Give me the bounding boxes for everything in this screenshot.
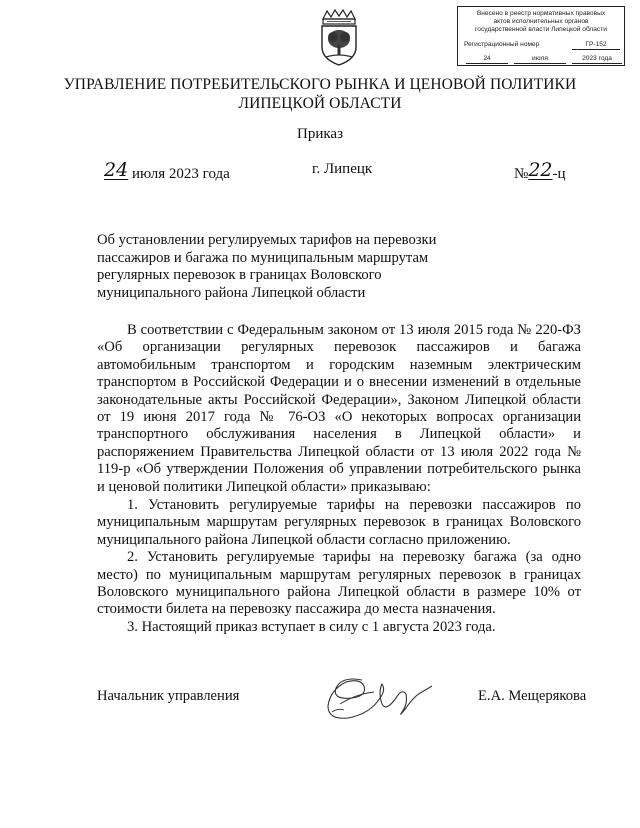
stamp-year-underline — [572, 63, 622, 64]
order-item-2: 2. Установить регулируемые тарифы на перевозку багажа (за одно место) по муниципальным маршрутам регулярных перевозок в границах Воловского муниципального района Липецкой области в размере 10% от стоимости билета на перевозку пассажира до места назначения. — [97, 549, 581, 618]
agency-line-2: ЛИПЕЦКОЙ ОБЛАСТИ — [238, 95, 402, 112]
stamp-line-1: Внесено в реестр нормативных правовых — [476, 10, 606, 17]
handwritten-signature-icon — [322, 668, 442, 726]
stamp-reg-number: ГР-152 — [585, 41, 607, 48]
stamp-day-underline — [466, 63, 508, 64]
stamp-reg-label: Регистрационный номер — [464, 41, 540, 48]
date-day: 24 — [104, 159, 129, 181]
subject-line-2: пассажиров и багажа по муниципальным маршрутам — [97, 249, 429, 266]
agency-heading — [60, 75, 580, 113]
document-subject — [97, 232, 457, 302]
stamp-day: 24 — [483, 55, 491, 62]
stamp-year: 2023 года — [582, 55, 612, 62]
subject-line-4: муниципального района Липецкой области — [97, 284, 366, 301]
document-number — [514, 161, 566, 183]
subject-line-3: регулярных перевозок в границах Воловского — [97, 267, 382, 284]
stamp-line-3: государственной власти Липецкой области — [475, 26, 607, 33]
signatory-name: Е.А. Мещерякова — [478, 688, 587, 704]
date-month-year: июля 2023 года — [131, 166, 230, 182]
number-value: 22 — [528, 159, 553, 181]
preamble — [97, 322, 581, 496]
coat-of-arms-icon — [317, 9, 361, 67]
agency-line-1: УПРАВЛЕНИЕ ПОТРЕБИТЕЛЬСКОГО РЫНКА И ЦЕНОВОЙ ПОЛИТИКИ — [63, 76, 577, 93]
document-date — [104, 161, 230, 183]
number-suffix: -ц — [552, 166, 566, 182]
order-items — [97, 497, 581, 636]
stamp-reg-underline — [572, 49, 620, 50]
order-item-3: 3. Настоящий приказ вступает в силу с 1 августа 2023 года. — [127, 618, 496, 635]
stamp-line-2: актов исполнительных органов — [493, 18, 589, 25]
signatory-title: Начальник управления — [97, 688, 240, 704]
document-type: Приказ — [296, 126, 343, 142]
order-item-1: 1. Установить регулируемые тарифы на перевозки пассажиров по муниципальным маршрутам регулярных перевозок в границах Воловского муниципального района Липецкой области согласно приложению. — [97, 497, 581, 548]
document-city: г. Липецк — [312, 161, 373, 177]
preamble-text: В соответствии с Федеральным законом от 13 июля 2015 года № 220-ФЗ «Об организации регулярных перевозок пассажиров и багажа автомобильным транспортом и городским наземным электрическим транспортом в Российской Федерации и о внесении изменений в отдельные законодательные акты Российской Федерации», Законом Липецкой области от 19 июня 2017 года № 76-ОЗ «О некоторых вопросах организации транспортного обслуживания населения в Липецкой области» и распоряжением Правительства Липецкой области от 13 июля 2022 года № 119-р «Об утверждении Положения об управлении потребительского рынка и ценовой политики Липецкой области» приказываю: — [97, 322, 581, 495]
registration-stamp — [457, 6, 625, 66]
number-prefix: № — [514, 166, 529, 182]
stamp-month: июля — [532, 55, 548, 62]
subject-line-1: Об установлении регулируемых тарифов на перевозки — [97, 232, 437, 248]
stamp-month-underline — [514, 63, 566, 64]
